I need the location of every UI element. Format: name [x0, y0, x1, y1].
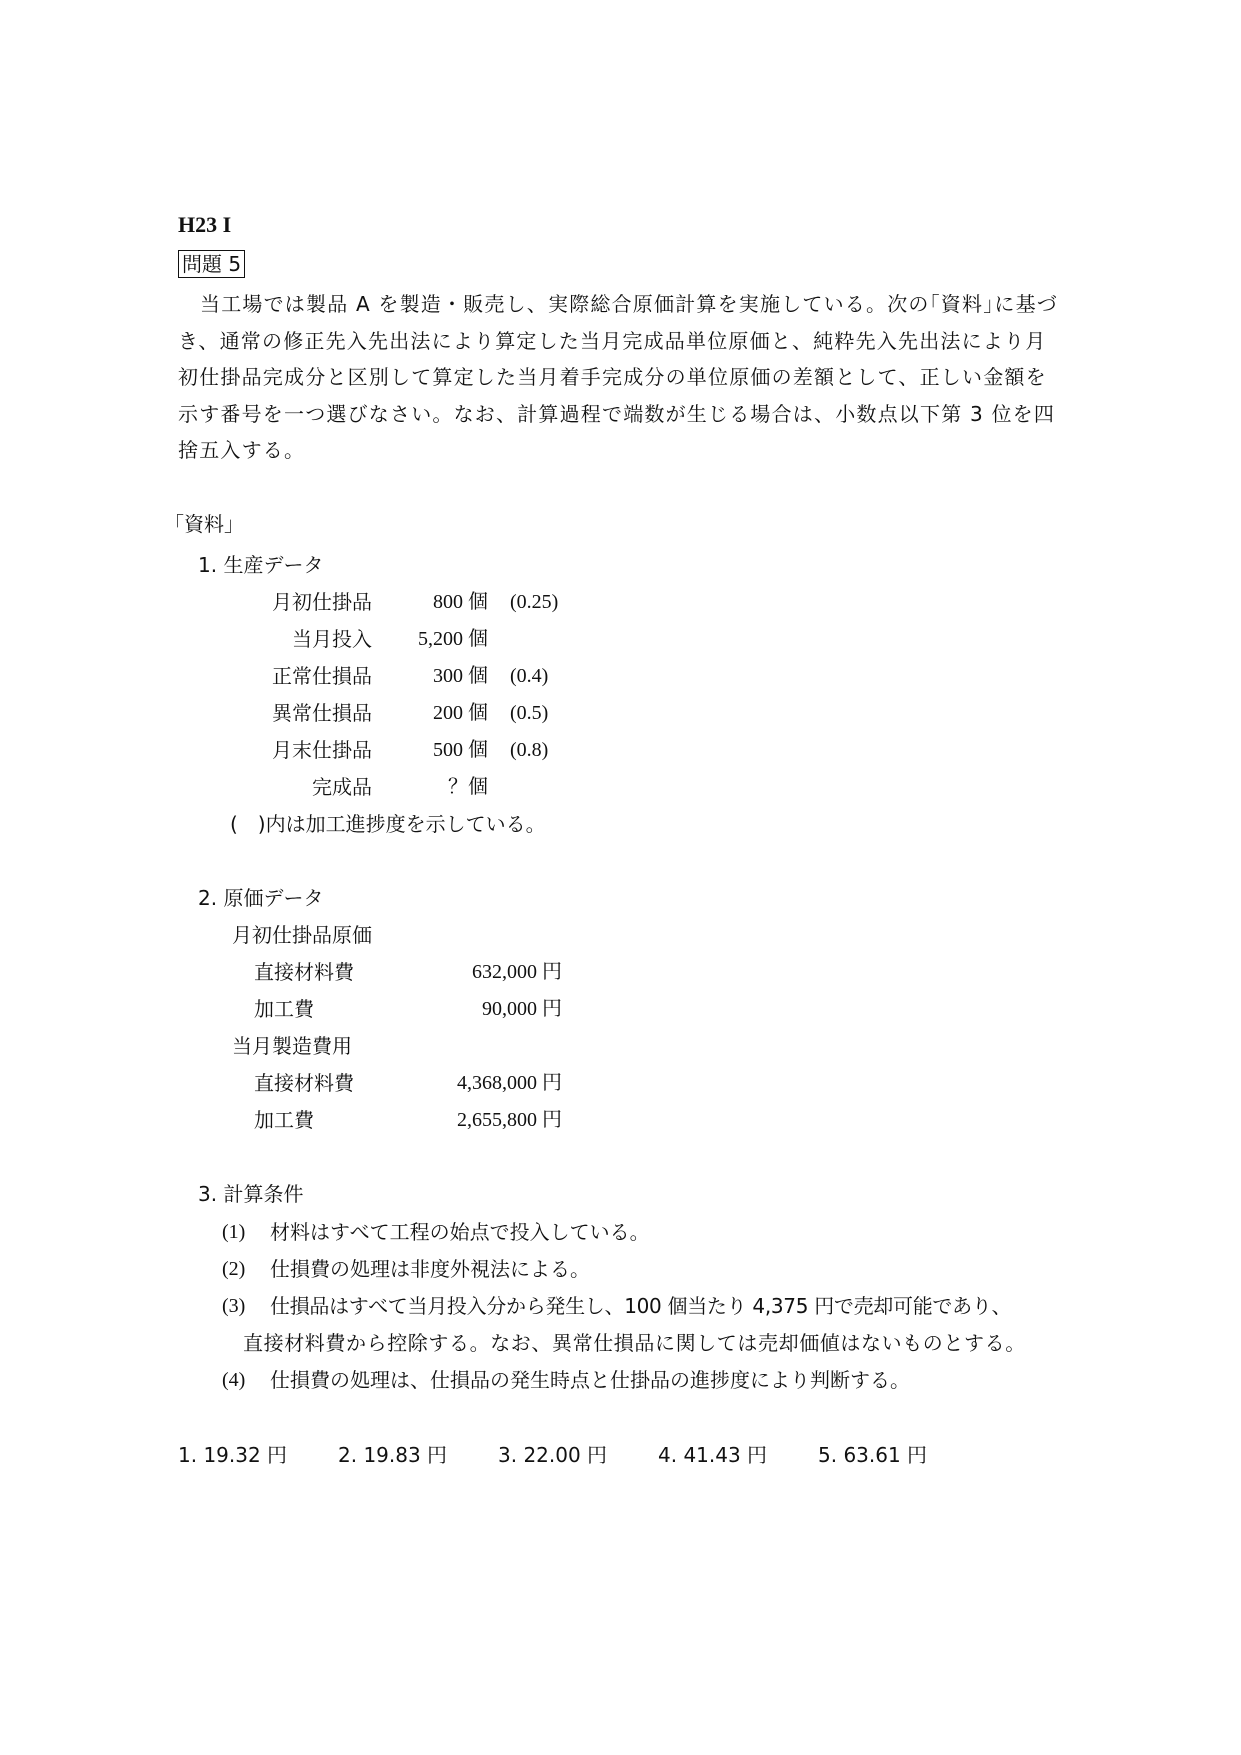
- section3-heading: 3. 計算条件: [198, 1182, 304, 1206]
- production-label: 異常仕損品: [272, 701, 372, 725]
- cost-label: 直接材料費: [254, 1071, 354, 1095]
- progress-note: ( )内は加工進捗度を示している。: [230, 812, 546, 836]
- condition-text-continued: 直接材料費から控除する。なお、異常仕損品に関しては売却価値はないものとする。: [243, 1331, 1026, 1355]
- condition-number: (4): [222, 1369, 246, 1391]
- production-qty: 300 個: [433, 665, 488, 687]
- question-text: 当工場では製品 A を製造・販売し、実際総合原価計算を実施している。次の｢資料｣に基づき、通常の修正先入先出法により算定した当月完成品単位原価と、純粋先入先出法により月初仕掛品完成分と区別して算定した当月着手完成分の単位原価の差額として、正しい金額を示す番号を一つ選びなさい。なお、計算過程で端数が生じる場合は、小数点以下第 3 位を四捨五入する。: [178, 292, 1058, 462]
- cost-amount: 2,655,800 円: [457, 1109, 562, 1131]
- condition-number: (2): [222, 1258, 246, 1280]
- production-progress: (0.8): [510, 739, 549, 761]
- cost-label: 直接材料費: [254, 960, 354, 984]
- cost-amount: 632,000 円: [472, 961, 562, 983]
- production-label: 正常仕損品: [272, 664, 372, 688]
- production-qty: 800 個: [433, 591, 488, 613]
- cost-label: 加工費: [254, 997, 314, 1021]
- cost-label: 加工費: [254, 1108, 314, 1132]
- answer-choice: 5. 63.61 円: [818, 1443, 928, 1467]
- condition-number: (3): [222, 1295, 246, 1317]
- production-progress: (0.25): [510, 591, 559, 613]
- condition-text: 材料はすべて工程の始点で投入している。: [270, 1220, 650, 1244]
- condition-text: 仕損費の処理は、仕損品の発生時点と仕掛品の進捗度により判断する。: [270, 1368, 910, 1392]
- production-label: 完成品: [312, 775, 372, 799]
- production-qty: 500 個: [433, 739, 488, 761]
- answer-choice: 2. 19.83 円: [338, 1443, 448, 1467]
- answer-choice: 1. 19.32 円: [178, 1443, 288, 1467]
- condition-number: (1): [222, 1221, 246, 1243]
- section1-heading: 1. 生産データ: [198, 553, 324, 577]
- answer-choice: 4. 41.43 円: [658, 1443, 768, 1467]
- production-qty: 200 個: [433, 702, 488, 724]
- answer-choice: 3. 22.00 円: [498, 1443, 608, 1467]
- production-qty: ？個: [448, 776, 488, 798]
- production-label: 当月投入: [292, 627, 372, 651]
- exam-label: H23 I: [178, 212, 232, 237]
- condition-text: 仕損費の処理は非度外視法による。: [270, 1257, 590, 1281]
- question-number-box: 問題 5: [178, 250, 245, 278]
- cost-amount: 90,000 円: [482, 998, 562, 1020]
- section2-heading: 2. 原価データ: [198, 886, 324, 910]
- production-label: 月初仕掛品: [272, 590, 372, 614]
- condition-text: 仕損品はすべて当月投入分から発生し、100 個当たり 4,375 円で売却可能であり、: [270, 1294, 1012, 1318]
- cost-group-title: 月初仕掛品原価: [232, 923, 372, 947]
- cost-amount: 4,368,000 円: [457, 1072, 562, 1094]
- cost-group-title: 当月製造費用: [232, 1034, 352, 1058]
- material-title: ｢資料｣: [174, 512, 234, 536]
- production-label: 月末仕掛品: [272, 738, 372, 762]
- production-progress: (0.4): [510, 665, 549, 687]
- production-qty: 5,200 個: [418, 628, 488, 650]
- production-progress: (0.5): [510, 702, 549, 724]
